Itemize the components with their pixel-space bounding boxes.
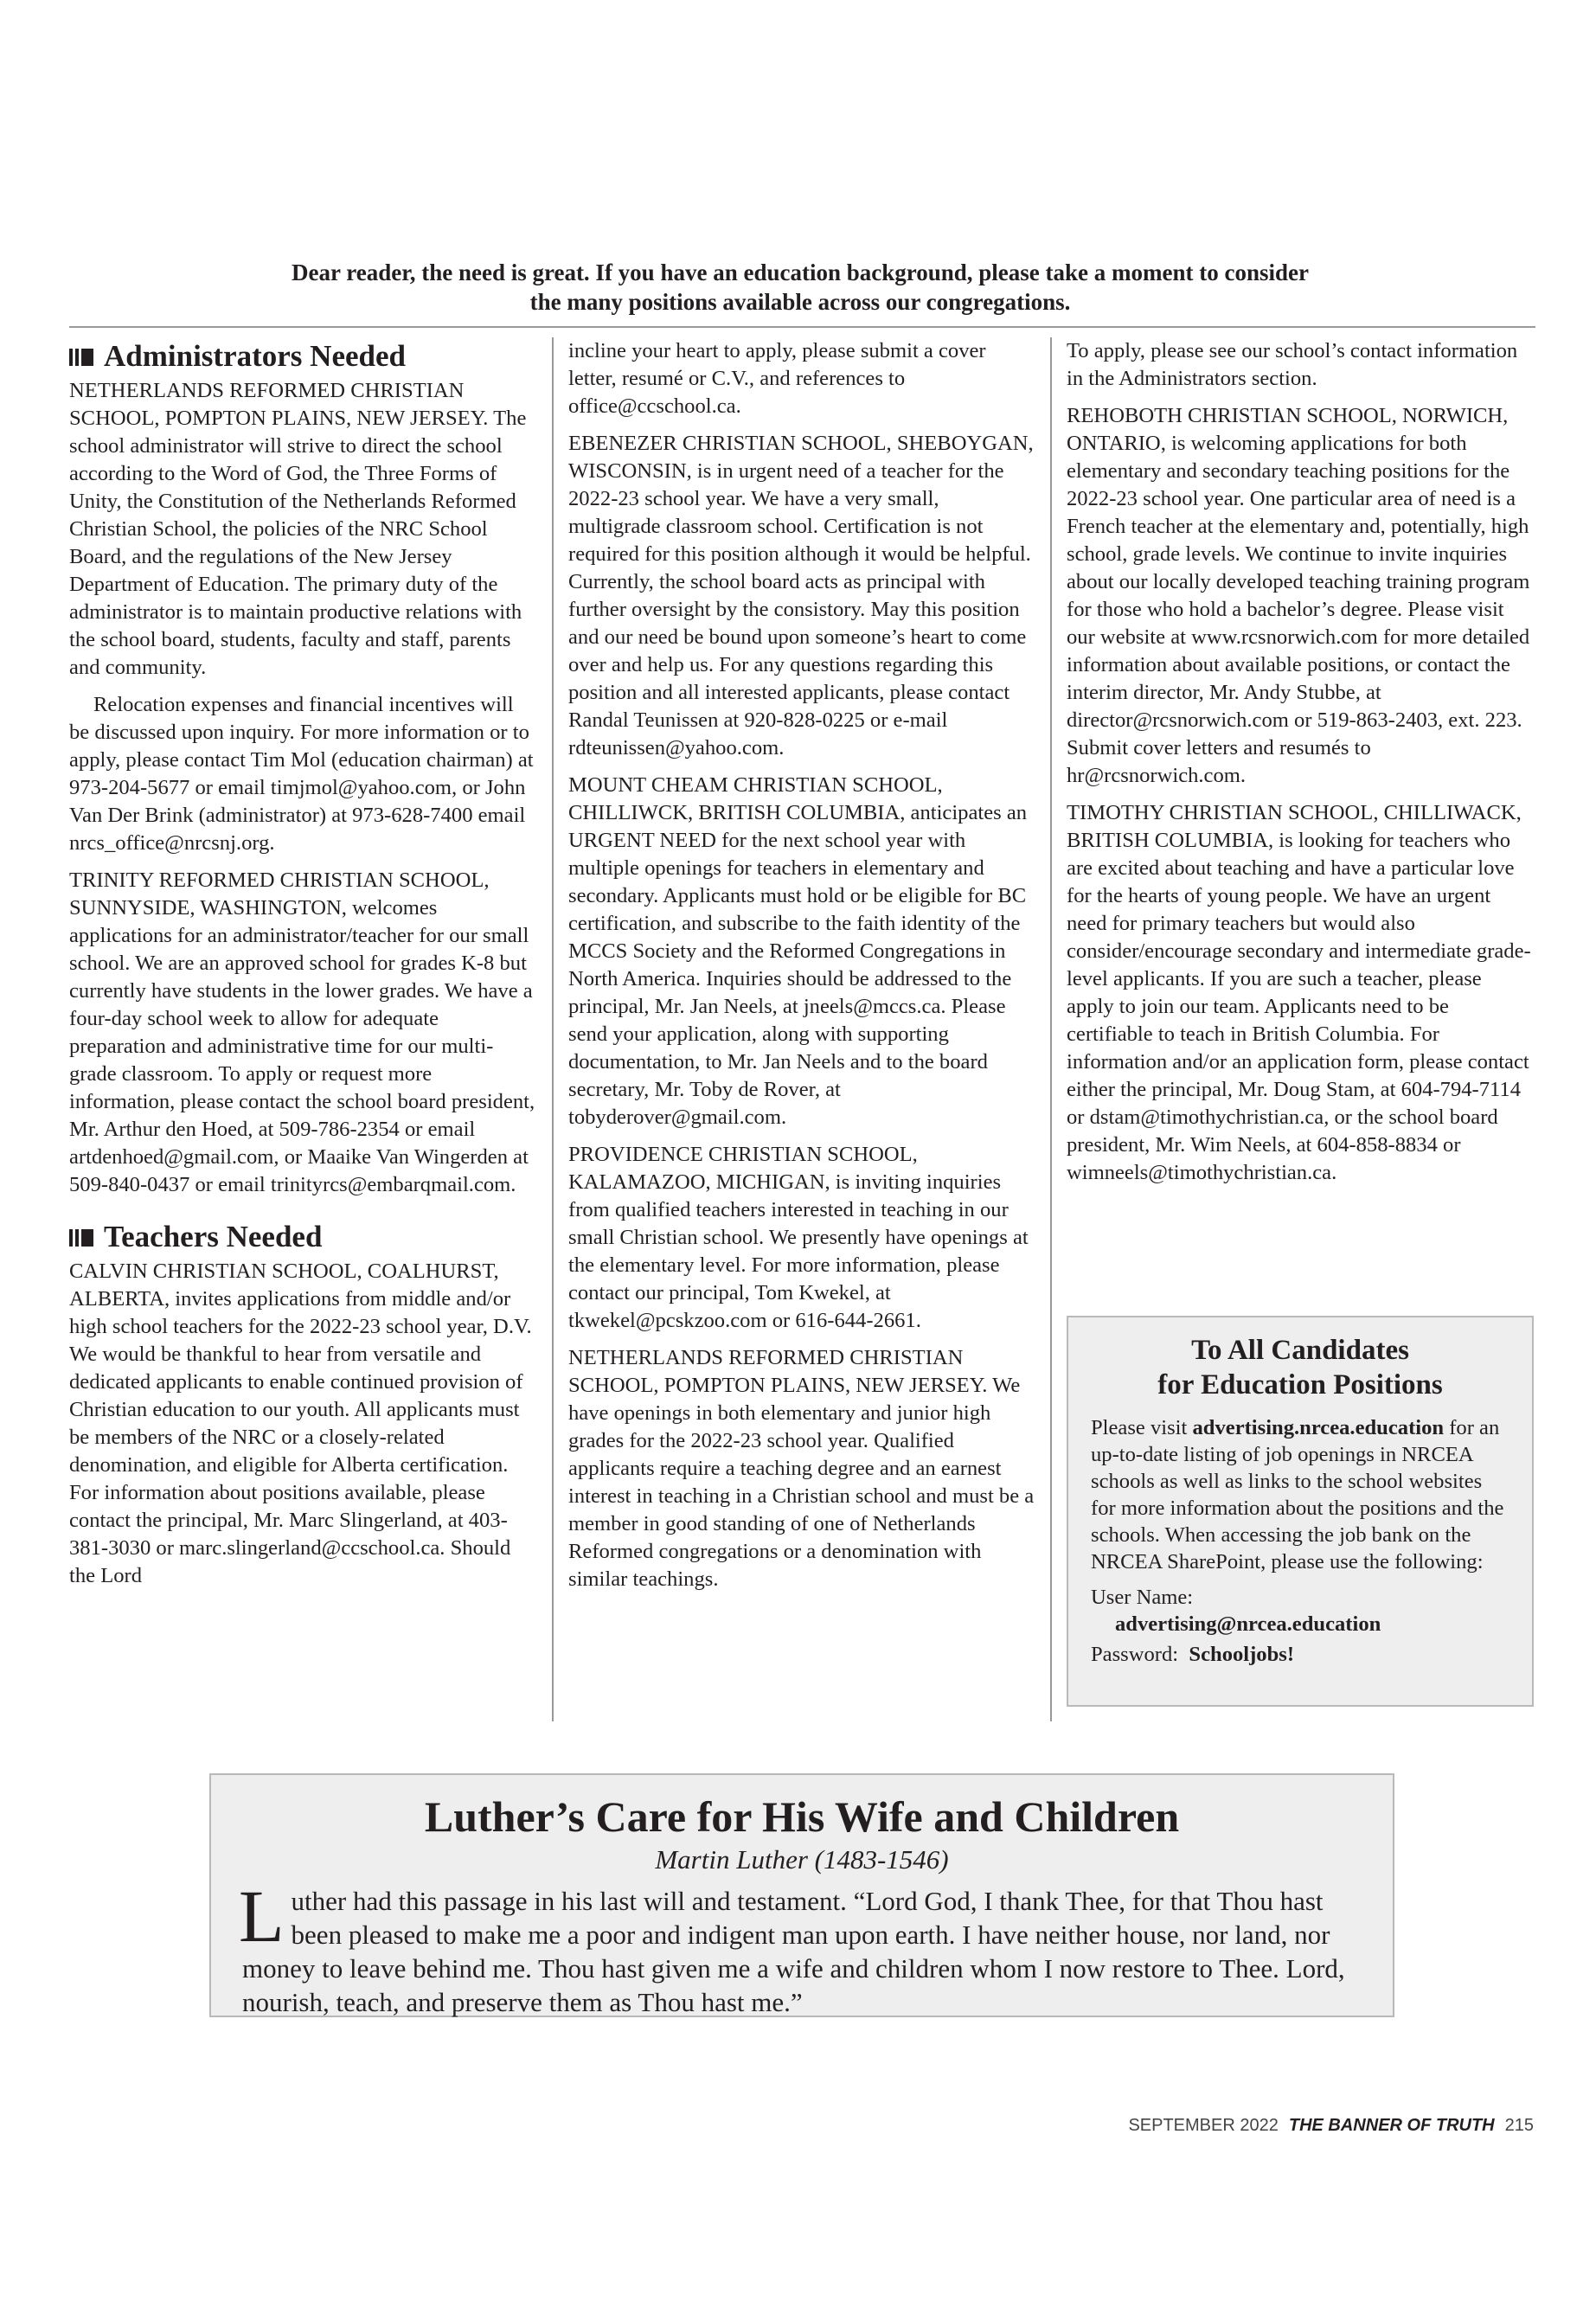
candidates-intro (1091, 1414, 1509, 1575)
bars-icon (69, 1227, 95, 1248)
candidates-intro-pre: Please visit (1091, 1416, 1193, 1439)
username-value: advertising@nrcea.education (1115, 1612, 1381, 1636)
listing-providence: PROVIDENCE CHRISTIAN SCHOOL, KALAMAZOO, MICHIGAN, is inviting inquiries from qualified teachers interested in teaching in our small Christian school. We presently have openings at the elementary level. For more information, please contact our principal, Tom Kwekel, at tkwekel@pcskzoo.com or 616-644-2661. (568, 1143, 1029, 1332)
page-footer (1128, 2114, 1534, 2137)
luther-body (239, 1875, 1362, 2019)
username-label: User Name: (1091, 1586, 1194, 1609)
page-number: 215 (1504, 2116, 1534, 2135)
column-3 (1067, 337, 1534, 1196)
bars-icon (69, 347, 95, 368)
teachers-heading-text: Teachers Needed (104, 1220, 323, 1253)
administrators-heading (69, 337, 536, 375)
candidates-title-line-2: for Education Positions (1157, 1369, 1443, 1400)
listing-mount-cheam: MOUNT CHEAM CHRISTIAN SCHOOL, CHILLIWCK, BRITISH COLUMBIA, anticipates an URGENT NEED for the next school year with multiple openings for teachers in elementary and secondary. Applicants must hold or be eligible for BC certification, and subscribe to the faith identity of the MCCS Society and the Reformed Congregations in North America. Inquiries should be addressed to the principal, Mr. Jan Neels, at jneels@mccs.ca. Please send your application, along with supporting documentation, to Mr. Jan Neels and to the board secretary, Mr. Toby de Rover, at tobyderover@gmail.com. (568, 773, 1028, 1129)
intro-line-2: the many positions available across our congregations. (529, 289, 1071, 315)
username-row (1091, 1584, 1509, 1638)
column-2 (568, 337, 1035, 1603)
listing-calvin-continued: incline your heart to apply, please submit a cover letter, resumé or C.V., and references to office@ccschool.ca. (568, 339, 986, 418)
intro-message (69, 258, 1531, 317)
candidates-title-line-1: To All Candidates (1191, 1335, 1409, 1366)
luther-body-text: uther had this passage in his last will and testament. “Lord God, I thank Thee, for that Thou hast been pleased to make me a poor and indigent man upon earth. I have neither house, nor land, nor money to leave behind me. Thou hast given me a wife and children whom I now restore to Thee. Lord, nourish, teach, and preserve them as Thou hast me.” (242, 1886, 1345, 2017)
listing-rehoboth: REHOBOTH CHRISTIAN SCHOOL, NORWICH, ONTARIO, is welcoming applications for both elementary and secondary teaching positions for the 2022-23 school year. One particular area of need is a French teacher at the elementary and, potentially, high school, grade levels. We continue to invite inquiries about our locally developed teaching training program for those who hold a bachelor’s degree. Please visit our website at www.rcsnorwich.com for more detailed information about available positions, or contact the interim director, Mr. Andy Stubbe, at director@rcsnorwich.com or 519-863-2403, ext. 223. Submit cover letters and resumés to hr@rcsnorwich.com. (1067, 404, 1530, 787)
candidates-title (1091, 1333, 1509, 1402)
listing-nrcs-apply-note: To apply, please see our school’s contact information in the Administrators section. (1067, 339, 1518, 390)
password-value: Schooljobs! (1189, 1643, 1295, 1666)
column-1 (69, 337, 536, 1599)
intro-line-1: Dear reader, the need is great. If you have an education background, please take a moment to consider (292, 260, 1309, 285)
candidates-intro-post: for an up-to-date listing of job openings in NRCEA schools as well as links to the school websites for more information about the positions and the schools. When accessing the job bank on the NRCEA SharePoint, please use the following: (1091, 1416, 1504, 1574)
listing-nrcs-admin: NETHERLANDS REFORMED CHRISTIAN SCHOOL, POMPTON PLAINS, NEW JERSEY. The school administrator will strive to direct the school according to the Word of God, the Three Forms of Unity, the Constitution of the Netherlands Reformed Christian School, the policies of the NRC School Board, and the regulations of the New Jersey Department of Education. The primary duty of the administrator is to maintain productive relations with the school board, students, faculty and staff, parents and community. (69, 379, 527, 679)
listing-ebenezer: EBENEZER CHRISTIAN SCHOOL, SHEBOYGAN, WISCONSIN, is in urgent need of a teacher for the 2022-23 school year. We have a very small, multigrade classroom school. Certification is not required for this position although it would be helpful. Currently, the school board acts as principal with further oversight by the consistory. May this position and our need be bound upon someone’s heart to come over and help us. For any questions regarding this position and all interested applicants, please contact Randal Teunissen at 920-828-0225 or e-mail rdteunissen@yahoo.com. (568, 432, 1034, 760)
column-divider-2 (1050, 337, 1052, 1721)
listing-nrcs-teachers: NETHERLANDS REFORMED CHRISTIAN SCHOOL, POMPTON PLAINS, NEW JERSEY. We have openings in both elementary and junior high grades for the 2022-23 school year. Qualified applicants require a teaching degree and an earnest interest in teaching in a Christian school and must be a member in good standing of one of Netherlands Reformed congregations or a denomination with similar teachings. (568, 1346, 1035, 1591)
administrators-heading-text: Administrators Needed (104, 339, 406, 373)
teachers-heading (69, 1218, 536, 1256)
intro-divider (69, 326, 1535, 328)
listing-timothy: TIMOTHY CHRISTIAN SCHOOL, CHILLIWACK, BRITISH COLUMBIA, is looking for teachers who are excited about teaching and have a particular love for the hearts of young people. We have an urgent need for primary teachers but would also consider/encourage secondary and intermediate grade-level applicants. If you are such a teacher, please apply to join our team. Applicants need to be certifiable to teach in British Columbia. For information and/or an application form, please contact either the principal, Mr. Doug Stam, at 604-794-7114 or dstam@timothychristian.ca, or the school board president, Mr. Wim Neels, at 604-858-8834 or wimneels@timothychristian.ca. (1067, 801, 1531, 1184)
column-divider-1 (552, 337, 554, 1721)
password-row (1091, 1641, 1509, 1668)
listing-calvin: CALVIN CHRISTIAN SCHOOL, COALHURST, ALBERTA, invites applications from middle and/or high school teachers for the 2022-23 school year, D.V. We would be thankful to hear from versatile and dedicated applicants to enable continued provision of Christian education to our youth. All applicants must be members of the NRC or a closely-related denomination, and eligible for Alberta certification. For information about positions available, please contact the principal, Mr. Marc Slingerland, at 403-381-3030 or marc.slingerland@ccschool.ca. Should the Lord (69, 1259, 532, 1587)
drop-cap: L (239, 1875, 285, 1958)
luther-title: Luther’s Care for His Wife and Children (424, 1792, 1180, 1841)
footer-journal: THE BANNER OF TRUTH (1288, 2116, 1495, 2135)
job-bank-link[interactable]: advertising.nrcea.education (1192, 1416, 1445, 1439)
footer-date: SEPTEMBER 2022 (1128, 2116, 1279, 2135)
luther-byline: Martin Luther (1483-1546) (655, 1844, 949, 1875)
listing-nrcs-admin-contact: Relocation expenses and financial incentives will be discussed upon inquiry. For more information or to apply, please contact Tim Mol (education chairman) at 973-204-5677 or email timjmol@yahoo.com, or John Van Der Brink (administrator) at 973-628-7400 email nrcs_office@nrcsnj.org. (69, 693, 534, 855)
luther-feature-box (209, 1773, 1394, 2017)
password-label: Password: (1091, 1643, 1179, 1666)
candidates-info-box (1067, 1316, 1534, 1707)
listing-trinity-admin: TRINITY REFORMED CHRISTIAN SCHOOL, SUNNYSIDE, WASHINGTON, welcomes applications for an administrator/teacher for our small school. We are an approved school for grades K-8 but currently have students in the lower grades. We have a four-day school week to allow for adequate preparation and administrative time for our multi-grade classroom. To apply or request more information, please contact the school board president, Mr. Arthur den Hoed, at 509-786-2354 or email artdenhoed@gmail.com, or Maaike Van Wingerden at 509-840-0437 or email trinityrcs@embarqmail.com. (69, 868, 535, 1196)
